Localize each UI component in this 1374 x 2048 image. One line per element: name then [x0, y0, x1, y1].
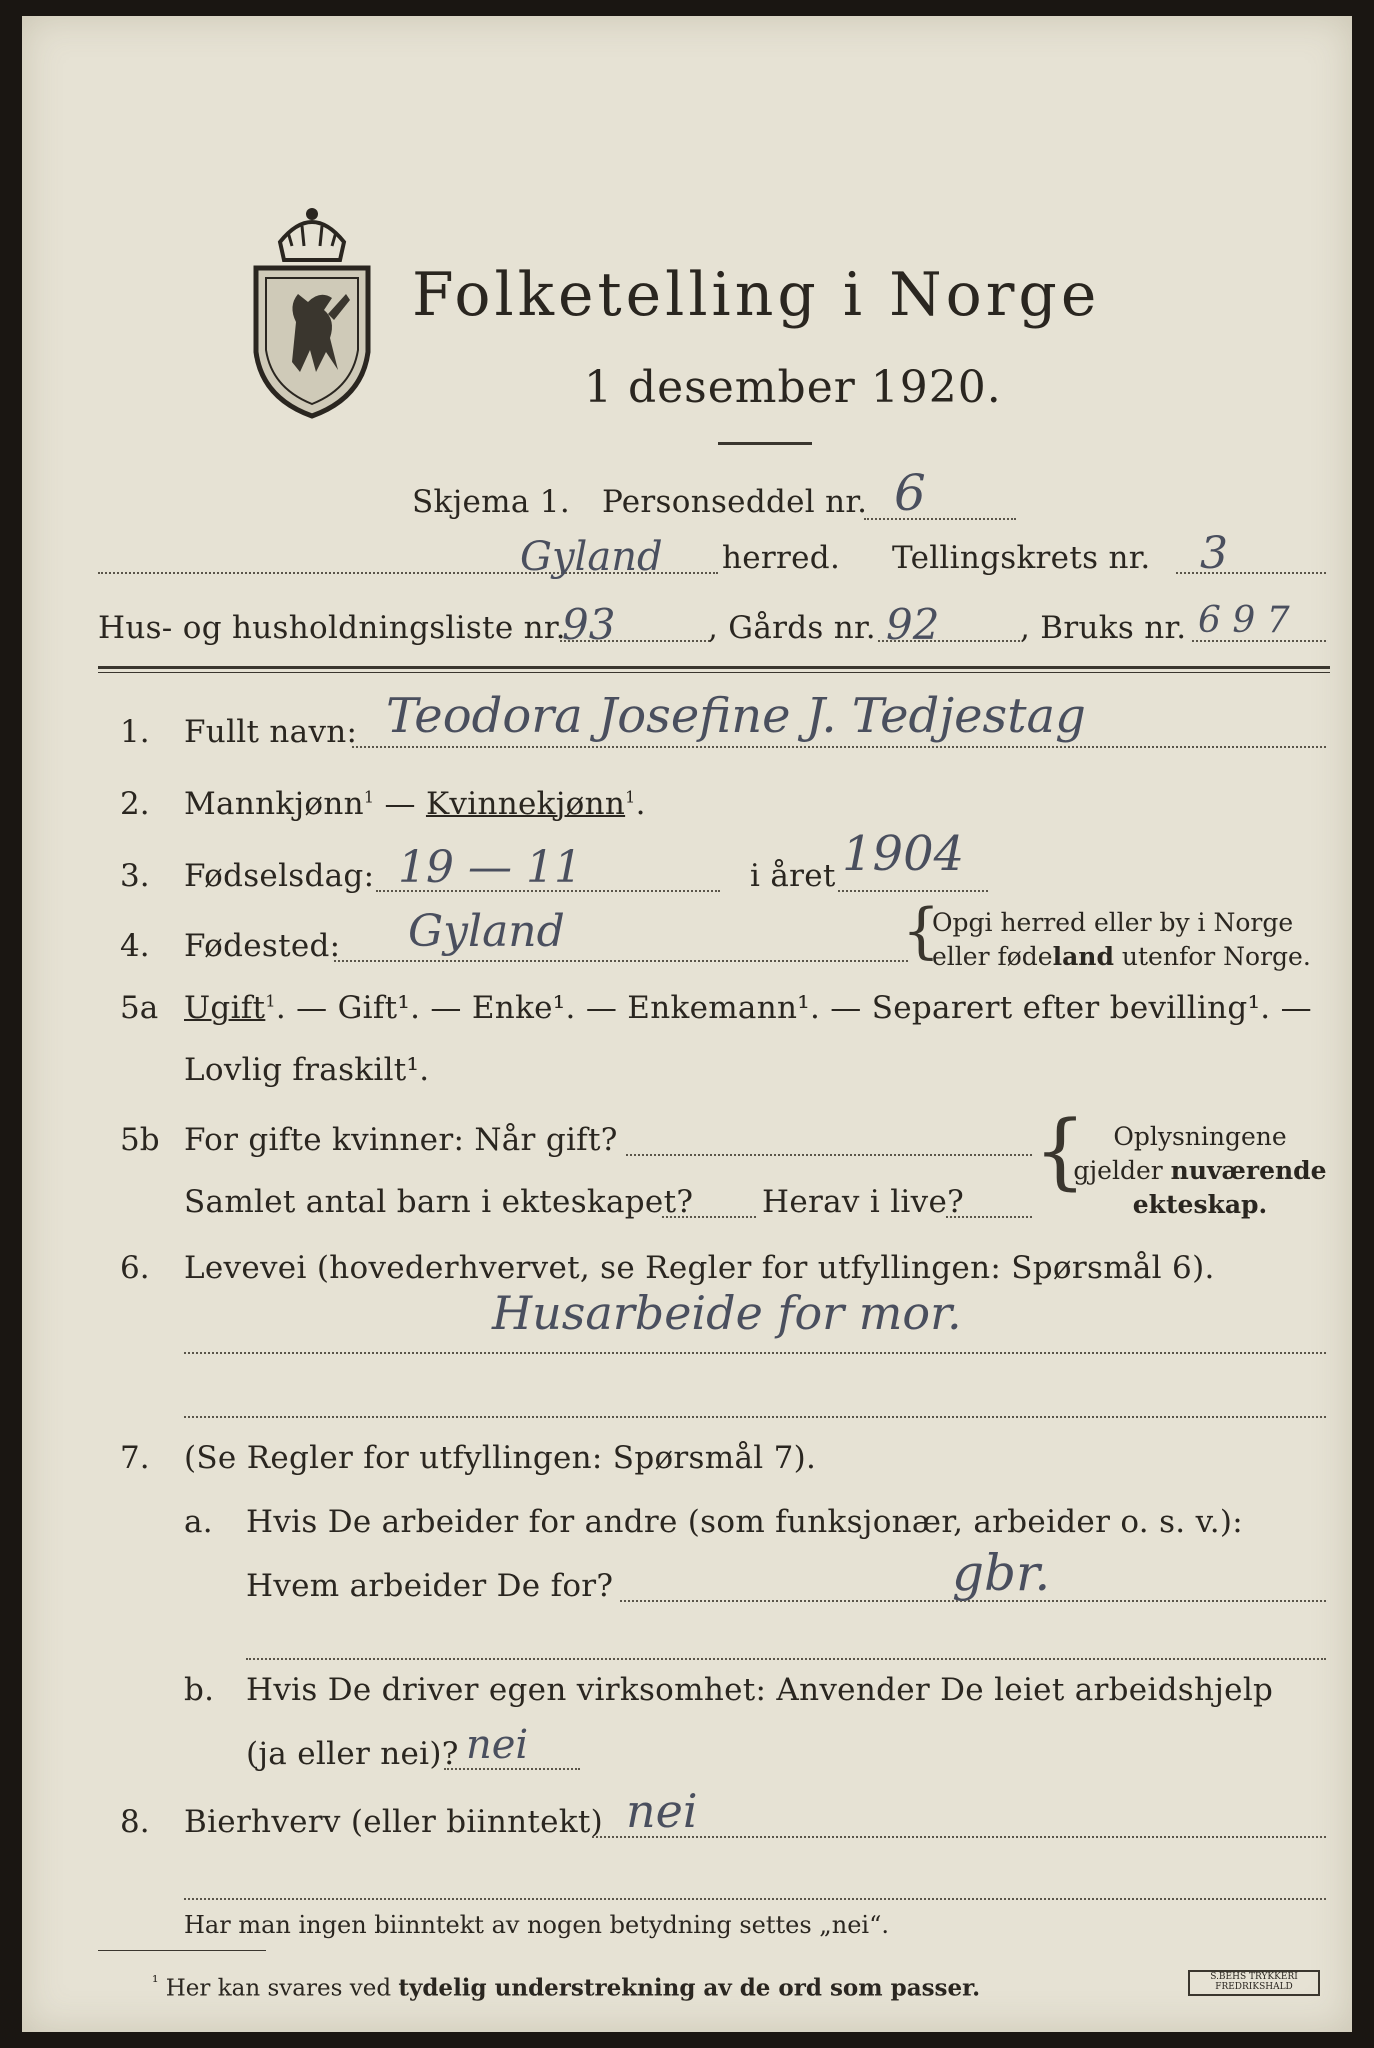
- footnote-mark: ¹: [152, 1972, 159, 1991]
- footnote-rule: [98, 1950, 266, 1951]
- q7b-line1: Hvis De driver egen virksomhet: Anvender De leiet arbeidshjelp: [246, 1672, 1274, 1708]
- q7b-line2: (ja eller nei)?: [246, 1736, 459, 1772]
- q5b-line2a: Samlet antal barn i ekteskapet?: [184, 1184, 694, 1220]
- q1-label: Fullt navn:: [184, 714, 358, 750]
- q5a-line2: Lovlig fraskilt¹.: [184, 1052, 430, 1088]
- q5b-number: 5b: [120, 1122, 160, 1158]
- q4-number: 4.: [120, 928, 150, 964]
- q7a-dots-2: [246, 1658, 1326, 1660]
- q3-year-dots: [838, 890, 988, 892]
- q4-note: [932, 906, 1311, 974]
- q1-number: 1.: [120, 714, 150, 750]
- q3-year-label: i året: [750, 858, 836, 894]
- form-title: Folketelling i Norge: [412, 260, 1101, 330]
- q5b-dots-3: [946, 1216, 1032, 1218]
- q4-brace: {: [902, 896, 941, 966]
- q7b-letter: b.: [184, 1672, 215, 1708]
- census-form: [22, 16, 1352, 2032]
- herred-label: herred.: [722, 540, 841, 576]
- q7a-value: gbr.: [952, 1544, 1051, 1602]
- q8-value: nei: [626, 1784, 698, 1838]
- q8-number: 8.: [120, 1804, 150, 1840]
- q1-dots: [352, 746, 1326, 748]
- q8-label: Bierhverv (eller biinntekt): [184, 1804, 604, 1840]
- q5a-number: 5a: [120, 990, 159, 1026]
- q7-number: 7.: [120, 1440, 150, 1476]
- q5a-rest: . — Gift¹. — Enke¹. — Enkemann¹. — Separert efter bevilling¹. —: [275, 990, 1312, 1026]
- header-rule-thin: [98, 672, 1330, 673]
- q6-value: Husarbeide for mor.: [492, 1286, 962, 1340]
- q3-number: 3.: [120, 858, 150, 894]
- q2-number: 2.: [120, 786, 150, 822]
- tellingskrets-dots: [1176, 572, 1326, 574]
- q5b-brace: {: [1034, 1104, 1087, 1199]
- q8-dots-1: [592, 1836, 1326, 1838]
- q7a-letter: a.: [184, 1504, 213, 1540]
- q4-note-line2a: eller føde: [932, 942, 1053, 971]
- q2-dash: —: [374, 786, 426, 822]
- personseddel-value: 6: [894, 464, 926, 522]
- q5b-note1: Oplysningene: [1113, 1122, 1287, 1151]
- q4-label: Fødested:: [184, 928, 341, 964]
- q8-dots-2: [184, 1898, 1326, 1900]
- gards-label: , Gårds nr.: [708, 610, 876, 646]
- q4-dots: [334, 960, 908, 962]
- bruks-label: , Bruks nr.: [1020, 610, 1187, 646]
- footnote-b: tydelig understrekning av de ord som passer.: [398, 1974, 981, 2002]
- q5b-note3: ekteskap.: [1132, 1190, 1268, 1219]
- q4-note-line1: Opgi herred eller by i Norge: [932, 908, 1294, 937]
- q2-kvinne-underlined: Kvinnekjønn: [425, 786, 626, 822]
- q2-mann: Mannkjønn: [184, 786, 364, 822]
- q3-label: Fødselsdag:: [184, 858, 375, 894]
- q5b-note: [1070, 1120, 1330, 1222]
- footer-note: Har man ingen biinntekt av nogen betydning settes „nei“.: [184, 1911, 889, 1939]
- coat-of-arms-icon: [242, 202, 382, 422]
- header-rule: [98, 666, 1330, 669]
- skjema-label: Skjema 1.: [412, 484, 570, 520]
- q5a-ugift-underlined: Ugift: [184, 990, 266, 1026]
- bruks-value: 6 9 7: [1198, 600, 1290, 641]
- q5b-note2a: gjelder: [1073, 1156, 1171, 1185]
- footnote: [152, 1966, 980, 2005]
- q5b-line2b: Herav i live?: [762, 1184, 965, 1220]
- q6-dots-1: [184, 1352, 1326, 1354]
- q7b-dots: [444, 1768, 580, 1770]
- printer-stamp: S.BEHS TRYKKERI FREDRIKSHALD: [1188, 1970, 1320, 1996]
- q4-note-line2c: utenfor Norge.: [1113, 942, 1311, 971]
- q3-value: 19 — 11: [398, 842, 582, 893]
- husholdning-label: Hus- og husholdningsliste nr.: [98, 610, 566, 646]
- q7a-line1: Hvis De arbeider for andre (som funksjonær, arbeider o. s. v.):: [246, 1504, 1244, 1540]
- q6-dots-2: [184, 1416, 1326, 1418]
- q7-label: (Se Regler for utfyllingen: Spørsmål 7).: [184, 1440, 817, 1476]
- q6-number: 6.: [120, 1250, 150, 1286]
- personseddel-label: Personseddel nr.: [602, 484, 868, 520]
- q5a-options: Ugift$^1$. — Gift¹. — Enke¹. — Enkemann¹. — Separert efter bevilling¹. —: [184, 990, 1312, 1026]
- q3-year-value: 1904: [842, 826, 965, 882]
- q4-note-line2b: land: [1052, 942, 1114, 971]
- q7b-value: nei: [466, 1722, 529, 1768]
- q1-value: Teodora Josefine J. Tedjestag: [386, 688, 1086, 744]
- q2-end: .: [635, 786, 646, 822]
- form-date: 1 desember 1920.: [584, 362, 1002, 413]
- personseddel-dots: [864, 518, 1016, 520]
- tellingskrets-label: Tellingskrets nr.: [892, 540, 1151, 576]
- q5b-note2b: nuværende: [1170, 1156, 1327, 1185]
- tellingskrets-value: 3: [1200, 528, 1228, 579]
- q5b-dots-1: [626, 1154, 1032, 1156]
- q4-value: Gyland: [408, 906, 565, 957]
- q2-sex-options: Mannkjønn$^1$ — Kvinnekjønn$^1$.: [184, 786, 646, 822]
- q7a-line2: Hvem arbeider De for?: [246, 1568, 614, 1604]
- herred-value: Gyland: [520, 534, 663, 580]
- husholdning-value: 93: [562, 600, 616, 649]
- footnote-a: Her kan svares ved: [165, 1975, 399, 2002]
- q6-label: Levevei (hovederhvervet, se Regler for utfyllingen: Spørsmål 6).: [184, 1250, 1215, 1286]
- q5b-line1: For gifte kvinner: Når gift?: [184, 1122, 618, 1158]
- q5b-dots-2: [662, 1216, 756, 1218]
- gards-value: 92: [886, 600, 940, 649]
- title-rule: [718, 442, 812, 445]
